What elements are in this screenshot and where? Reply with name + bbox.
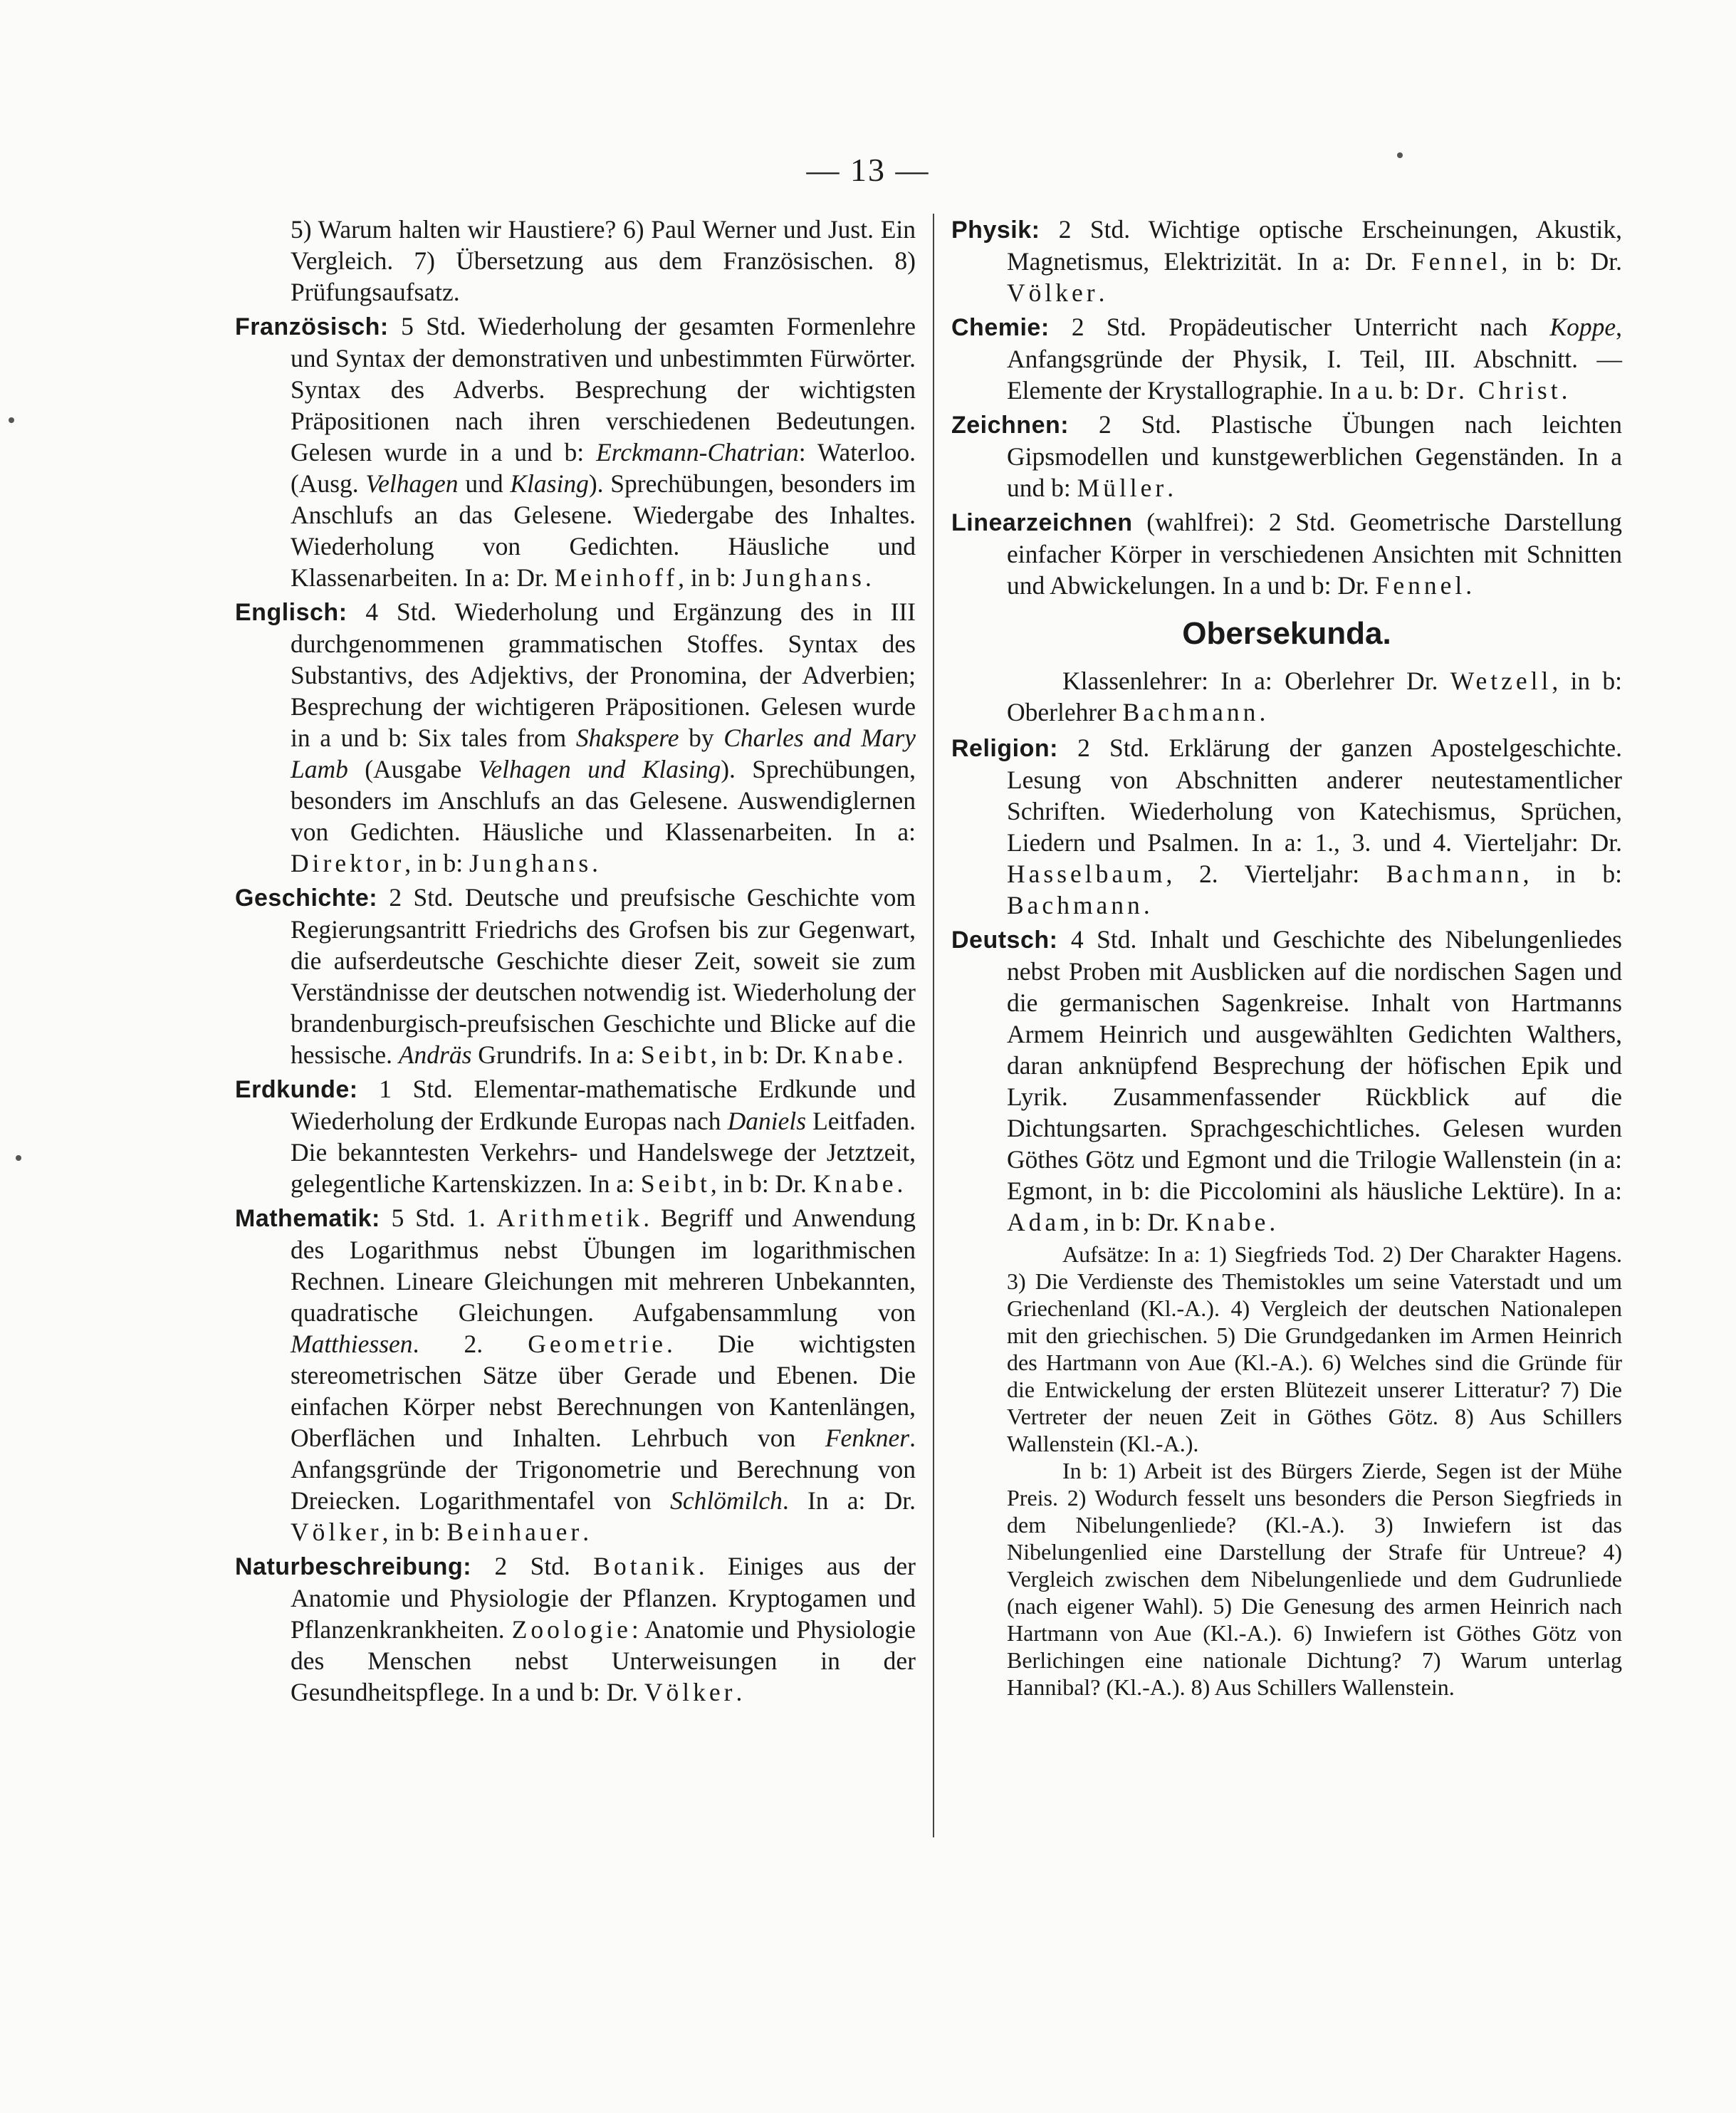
margin-speck [9,417,14,423]
teacher-name: Bachmann [1386,860,1523,888]
teacher-name: Völker [644,1678,736,1706]
subject-heading: Geschichte: [235,885,378,912]
section-deutsch: Deutsch: 4 Std. Inhalt und Geschichte des Nibelungenliedes nebst Proben mit Ausblicken auf die nordischen Sagen und die germanischen Sagenkreise. Inhalt von Hartmanns Armem Heinrich und ausgewählten Gedichten Walthers, daran anknüpfend Besprechung der höfischen Epik und Lyrik. Zusammenfassender Rückblick auf die Dichtungsarten. Sprachgeschichtliches. Gelesen wurden Göthes Götz und Egmont und die Trilogie Wallenstein (in a: Egmont, in b: die Piccolomini als häusliche Lektüre). In a: Adam, in b: Dr. Knabe. [951,925,1622,1236]
teacher-name: Seibt [640,1169,711,1198]
section-linearzeichnen: Linearzeichnen (wahlfrei): 2 Std. Geometrische Darstellung einfacher Körper in verschiedenen Ansichten mit Schnitten und Abwickelungen. In a und b: Dr. Fennel. [951,508,1622,600]
section-geschichte: Geschichte: 2 Std. Deutsche und preufsische Geschichte vom Regierungsantritt Friedrichs des Grofsen bis zur Gegenwart, die aufserdeutsche Geschichte dieser Zeit, soweit sie zum Verständnisse der deutschen notwendig ist. Wiederholung der brandenburgisch-preufsischen Geschichte und Blicke auf die hessische. Andräs Grundrifs. In a: Seibt, in b: Dr. Knabe. [235,883,916,1069]
subject-heading: Linearzeichnen [951,509,1133,536]
section-physik: Physik: 2 Std. Wichtige optische Erscheinungen, Akustik, Magnetismus, Elektrizität. In a: Dr. Fennel, in b: Dr. Völker. [951,215,1622,307]
teacher-name: Junghans [742,563,865,592]
section-erdkunde: Erdkunde: 1 Std. Elementar-mathematische Erdkunde und Wiederholung der Erdkunde Europas nach Daniels Leitfaden. Die bekanntesten Verkehrs- und Handelswege der Jetztzeit, gelegentliche Kartenskizzen. In a: Seibt, in b: Dr. Knabe. [235,1075,916,1198]
subject-heading: Erdkunde: [235,1076,358,1103]
left-column [235,214,916,1711]
right-column [951,214,1622,1701]
aufsaetze-b: In b: 1) Arbeit ist des Bürgers Zierde, Segen ist der Mühe Preis. 2) Wodurch fesselt uns besonders die Person Siegfrieds in dem Nibelungenliede? (Kl.-A.). 3) Inwiefern ist das Nibelungenlied eine Darstellung der Strafe für Untreue? 4) Vergleich zwischen dem Nibelungenliede und dem Gudrunliede (nach eigener Wahl). 5) Die Genesung des armen Heinrich nach Hartmann von Aue (Kl.-A.). 6) Inwiefern ist Göthes Götz von Berlichingen eine nationale Dichtung? 7) Warum unterlag Hannibal? (Kl.-A.). 8) Aus Schillers Wallenstein. [1007,1458,1622,1700]
subject-heading: Mathematik: [235,1205,380,1232]
teacher-name: Meinhoff [554,563,679,592]
teacher-name: Knabe [812,1169,897,1198]
teacher-name: Direktor [291,849,405,877]
subject-heading: Französisch: [235,313,389,340]
teacher-name: Dr. Christ [1426,376,1562,405]
subject-heading: Physik: [951,216,1040,244]
subject-heading: Religion: [951,735,1058,762]
subject-heading: Zeichnen: [951,412,1070,439]
subject-heading: Chemie: [951,314,1050,341]
subject-heading: Englisch: [235,599,347,626]
teacher-name: Fennel [1375,571,1466,600]
teacher-name: Fennel [1411,247,1502,276]
teacher-name: Völker [1007,278,1099,307]
teacher-name: Hasselbaum [1007,860,1166,888]
column-rule [933,214,934,1837]
teacher-name: Knabe [813,1040,897,1069]
intro-paragraph: 5) Warum halten wir Haustiere? 6) Paul Werner und Just. Ein Vergleich. 7) Übersetzung aus dem Französischen. 8) Prüfungsaufsatz. [291,215,916,306]
section-naturbeschreibung: Naturbeschreibung: 2 Std. Botanik. Einiges aus der Anatomie und Physiologie der Pflanzen. Kryptogamen und Pflanzenkrankheiten. Zoologie: Anatomie und Physiologie des Menschen nebst Unterweisungen in der Gesundheitspflege. In a und b: Dr. Völker. [235,1552,916,1706]
teacher-name: Knabe [1185,1208,1270,1236]
section-mathematik: Mathematik: 5 Std. 1. Arithmetik. Begriff und Anwendung des Logarithmus nebst Übungen im logarithmischen Rechnen. Lineare Gleichungen mit mehreren Unbekannten, quadratische Gleichungen. Aufgabensammlung von Matthiessen. 2. Geometrie. Die wichtigsten stereometrischen Sätze über Gerade und Ebenen. Die einfachen Körper nebst Berechnungen von Kantenlängen, Oberflächen und Inhalten. Lehrbuch von Fenkner. Anfangsgründe der Trigonometrie und Berechnung von Dreiecken. Logarithmentafel von Schlömilch. In a: Dr. Völker, in b: Beinhauer. [235,1204,916,1546]
teacher-name: Völker [291,1518,382,1546]
margin-speck [16,1155,21,1161]
teacher-name: Junghans [469,849,592,877]
teacher-name: Wetzell [1450,667,1552,695]
subject-heading: Deutsch: [951,927,1058,954]
section-title-obersekunda: Obersekunda. [1182,616,1391,651]
page-number: — 13 — [806,152,930,188]
section-zeichnen: Zeichnen: 2 Std. Plastische Übungen nach leichten Gipsmodellen und kunstgewerblichen Gegenständen. In a und b: Müller. [951,410,1622,502]
margin-speck [1397,152,1403,158]
section-chemie: Chemie: 2 Std. Propädeutischer Unterricht nach Koppe, Anfangsgründe der Physik, I. Teil, III. Abschnitt. — Elemente der Krystallographie. In a u. b: Dr. Christ. [951,313,1622,405]
section-religion: Religion: 2 Std. Erklärung der ganzen Apostelgeschichte. Lesung von Abschnitten anderer neutestamentlicher Schriften. Wiederholung von Katechismus, Sprüchen, Liedern und Psalmen. In a: 1., 3. und 4. Vierteljahr: Dr. Hasselbaum, 2. Vierteljahr: Bachmann, in b: Bachmann. [951,734,1622,919]
teacher-name: Adam [1007,1208,1083,1236]
teacher-name: Beinhauer [446,1518,583,1546]
teacher-name: Seibt [641,1040,711,1069]
teacher-name: Müller [1077,474,1168,502]
section-englisch: Englisch: 4 Std. Wiederholung und Ergänzung des in III durchgenommenen grammatischen Stoffes. Syntax des Substantivs, des Adjektivs, der Pronomina, der Adverbien; Besprechung der wichtigeren Präpositionen. Gelesen wurde in a und b: Six tales from Shakspere by Charles and Mary Lamb (Ausgabe Velhagen und Klasing). Sprechübungen, besonders im Anschlufs an das Gelesene. Auswendiglernen von Gedichten. Häusliche und Klassenarbeiten. In a: Direktor, in b: Junghans. [235,598,916,877]
subject-heading: Naturbeschreibung: [235,1553,472,1580]
aufsaetze-a: Aufsätze: In a: 1) Siegfrieds Tod. 2) Der Charakter Hagens. 3) Die Verdienste des Themistokles um seine Vaterstadt und um Griechenland (Kl.-A.). 4) Vergleich der deutschen Nationalepen mit den griechischen. 5) Die Grundgedanken im Armen Heinrich des Hartmann von Aue (Kl.-A.). 6) Welches sind die Gründe für die Entwickelung der ersten Blütezeit unserer Litteratur? 7) Die Vertreter der neuen Zeit in Göthes Götz. 8) Aus Schillers Wallenstein (Kl.-A.). [1007,1241,1622,1456]
teacher-name: Bachmann [1122,698,1260,726]
klassenlehrer: Klassenlehrer: In a: Oberlehrer Dr. Wetzell, in b: Oberlehrer Bachmann. [1007,667,1622,726]
teacher-name: Bachmann [1007,891,1144,919]
section-franzoesisch: Französisch: 5 Std. Wiederholung der gesamten Formenlehre und Syntax der demonstrativen und unbestimmten Fürwörter. Syntax des Adverbs. Besprechung der wichtigsten Präpositionen nach ihren verschiedenen Bedeutungen. Gelesen wurde in a und b: Erckmann-Chatrian: Waterloo. (Ausg. Velhagen und Klasing). Sprechübungen, besonders im Anschlufs an das Gelesene. Wiedergabe des Inhaltes. Wiederholung von Gedichten. Häusliche und Klassenarbeiten. In a: Dr. Meinhoff, in b: Junghans. [235,312,916,592]
